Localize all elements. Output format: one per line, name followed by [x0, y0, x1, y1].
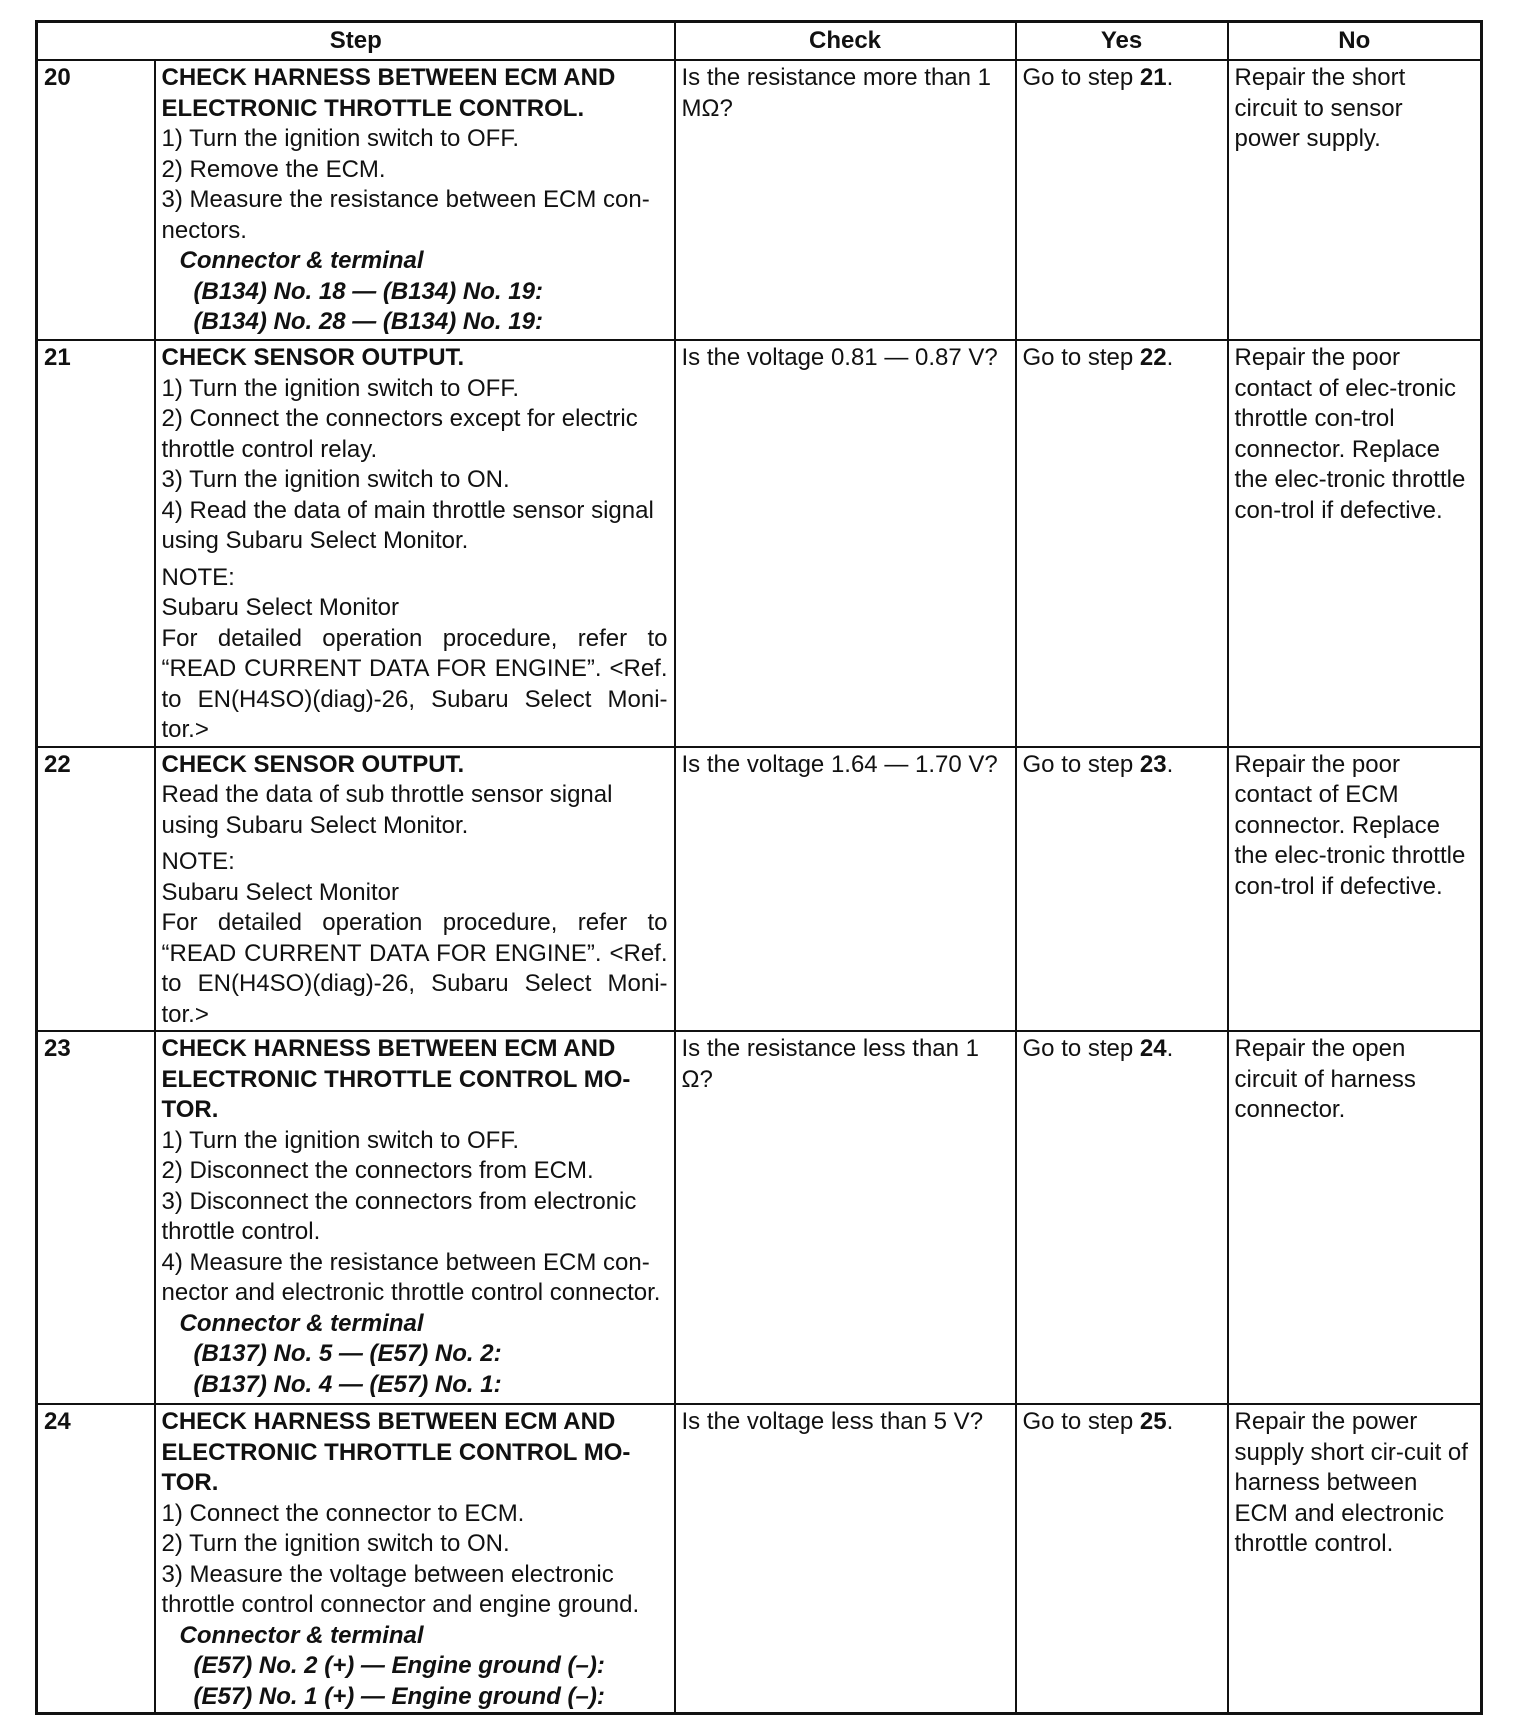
note-line: Subaru Select Monitor	[161, 594, 399, 621]
yes-step-link: 25	[1139, 1408, 1167, 1435]
step-line: 3) Turn the ignition switch to ON.	[161, 466, 510, 493]
step-title: ELECTRONIC THROTTLE CONTROL MO-	[161, 1438, 631, 1466]
diagnostic-table	[35, 20, 1483, 1715]
step-title: ELECTRONIC THROTTLE CONTROL.	[161, 94, 585, 122]
step-line: 1) Turn the ignition switch to OFF.	[161, 125, 519, 152]
step-title: CHECK SENSOR OUTPUT.	[161, 750, 465, 778]
step-description	[155, 747, 675, 1032]
yes-step-link: 23	[1139, 750, 1167, 778]
yes-cell	[1016, 1031, 1228, 1404]
yes-text: Go to step	[1022, 750, 1140, 778]
yes-cell	[1016, 747, 1228, 1032]
yes-step-link: 22	[1139, 344, 1167, 371]
step-description	[155, 340, 675, 747]
step-title: TOR.	[161, 1469, 219, 1496]
terminal-spec: (B137) No. 4 — (E57) No. 1:	[193, 1370, 502, 1398]
no-cell: Repair the short circuit to sensor power supply.	[1228, 60, 1482, 340]
table-row	[37, 340, 1482, 747]
header-yes: Yes	[1016, 22, 1228, 61]
yes-text: Go to step	[1022, 1408, 1140, 1435]
step-line: nectors.	[161, 216, 247, 244]
no-cell: Repair the open circuit of harness connector.	[1228, 1031, 1482, 1404]
step-number: 24	[37, 1404, 155, 1714]
step-title: CHECK HARNESS BETWEEN ECM AND	[161, 64, 616, 91]
step-title: CHECK HARNESS BETWEEN ECM AND	[161, 1408, 616, 1435]
step-line: 2) Turn the ignition switch to ON.	[161, 1530, 510, 1557]
yes-suffix: .	[1166, 1408, 1174, 1435]
yes-suffix: .	[1166, 64, 1174, 91]
step-description	[155, 60, 675, 340]
step-line: throttle control.	[161, 1218, 321, 1245]
check-cell: Is the voltage 0.81 — 0.87 V?	[675, 340, 1016, 747]
step-description	[155, 1404, 675, 1714]
step-number: 20	[37, 60, 155, 340]
step-line: 3) Measure the resistance between ECM con-	[161, 186, 650, 213]
step-title: ELECTRONIC THROTTLE CONTROL MO-	[161, 1065, 631, 1093]
no-cell: Repair the power supply short cir-cuit of harness between ECM and electronic throttle control.	[1228, 1404, 1482, 1714]
yes-cell	[1016, 60, 1228, 340]
check-cell: Is the voltage less than 5 V?	[675, 1404, 1016, 1714]
terminal-spec: (E57) No. 1 (+) — Engine ground (–):	[193, 1682, 605, 1710]
table-row	[37, 1404, 1482, 1714]
step-line: 1) Connect the connector to ECM.	[161, 1499, 525, 1527]
step-line: 3) Measure the voltage between electronic	[161, 1560, 614, 1588]
step-line: 2) Disconnect the connectors from ECM.	[161, 1157, 594, 1184]
table-row	[37, 1031, 1482, 1404]
connector-label: Connector & terminal	[179, 1309, 424, 1337]
table-row	[37, 60, 1482, 340]
yes-cell	[1016, 340, 1228, 747]
step-number: 21	[37, 340, 155, 747]
note-paragraph: For detailed operation procedure, refer to “READ CURRENT DATA FOR ENGINE”. <Ref. to EN(H4SO)(diag)-26, Subaru Select Moni-tor.>	[161, 624, 668, 743]
table-header-row	[37, 22, 1482, 61]
yes-text: Go to step	[1022, 1035, 1140, 1062]
yes-text: Go to step	[1022, 64, 1140, 91]
yes-step-link: 21	[1139, 64, 1167, 91]
step-line: 2) Remove the ECM.	[161, 155, 386, 183]
yes-cell	[1016, 1404, 1228, 1714]
no-cell: Repair the poor contact of ECM connector. Replace the elec-tronic throttle con-trol if defective.	[1228, 747, 1482, 1032]
yes-text: Go to step	[1022, 344, 1140, 371]
note-label: NOTE:	[161, 848, 235, 875]
step-number: 23	[37, 1031, 155, 1404]
yes-step-link: 24	[1139, 1035, 1167, 1062]
terminal-spec: (B134) No. 18 — (B134) No. 19:	[193, 277, 543, 305]
header-step: Step	[37, 22, 675, 61]
terminal-spec: (B134) No. 28 — (B134) No. 19:	[193, 308, 543, 335]
step-description	[155, 1031, 675, 1404]
terminal-spec: (E57) No. 2 (+) — Engine ground (–):	[193, 1652, 605, 1679]
header-no: No	[1228, 22, 1482, 61]
connector-label: Connector & terminal	[179, 247, 424, 274]
header-check: Check	[675, 22, 1016, 61]
yes-suffix: .	[1166, 344, 1174, 371]
step-title: TOR.	[161, 1096, 219, 1123]
step-line: 4) Measure the resistance between ECM con-	[161, 1248, 650, 1276]
step-line: using Subaru Select Monitor.	[161, 811, 469, 839]
terminal-spec: (B137) No. 5 — (E57) No. 2:	[193, 1340, 502, 1367]
connector-label: Connector & terminal	[179, 1621, 424, 1649]
step-number: 22	[37, 747, 155, 1032]
note-line: Subaru Select Monitor	[161, 878, 399, 906]
step-line: 2) Connect the connectors except for electric	[161, 405, 638, 432]
step-line: nector and electronic throttle control connector.	[161, 1279, 661, 1306]
yes-suffix: .	[1166, 1035, 1174, 1062]
yes-suffix: .	[1166, 750, 1174, 778]
step-line: 1) Turn the ignition switch to OFF.	[161, 374, 519, 402]
note-label: NOTE:	[161, 563, 235, 591]
step-line: 3) Disconnect the connectors from electronic	[161, 1187, 637, 1215]
step-line: throttle control connector and engine ground.	[161, 1591, 640, 1618]
step-line: 4) Read the data of main throttle sensor signal	[161, 496, 654, 524]
step-line: Read the data of sub throttle sensor signal	[161, 781, 613, 808]
step-line: using Subaru Select Monitor.	[161, 527, 469, 554]
step-line: throttle control relay.	[161, 435, 378, 463]
note-paragraph: For detailed operation procedure, refer to “READ CURRENT DATA FOR ENGINE”. <Ref. to EN(H4SO)(diag)-26, Subaru Select Moni-tor.>	[161, 909, 668, 1028]
check-cell: Is the resistance less than 1 Ω?	[675, 1031, 1016, 1404]
step-line: 1) Turn the ignition switch to OFF.	[161, 1126, 519, 1154]
no-cell: Repair the poor contact of elec-tronic throttle con-trol connector. Replace the elec-tronic throttle con-trol if defective.	[1228, 340, 1482, 747]
table-row	[37, 747, 1482, 1032]
step-title: CHECK SENSOR OUTPUT.	[161, 344, 465, 371]
check-cell: Is the resistance more than 1 MΩ?	[675, 60, 1016, 340]
check-cell: Is the voltage 1.64 — 1.70 V?	[675, 747, 1016, 1032]
step-title: CHECK HARNESS BETWEEN ECM AND	[161, 1035, 616, 1062]
